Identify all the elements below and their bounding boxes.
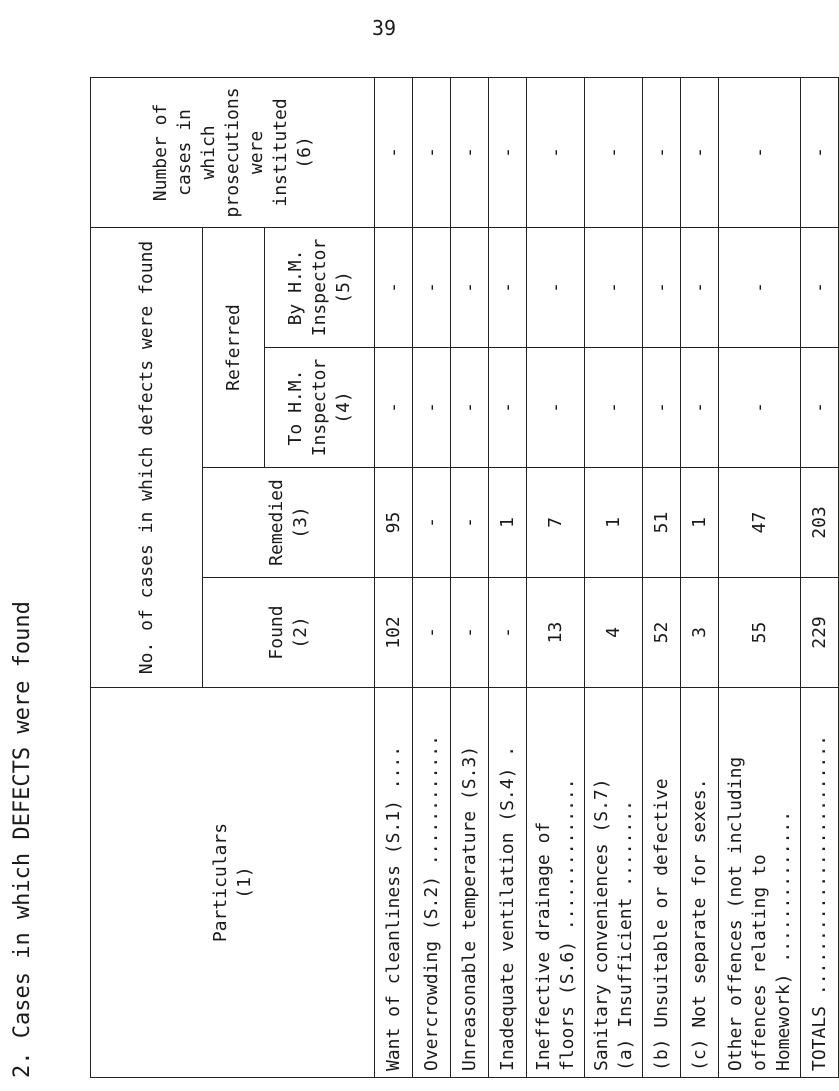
row-label: Unreasonable temperature (S.3) [451,688,489,1078]
row-label: (b) Unsuitable or defective [643,688,681,1078]
cell-prosecutions: - [451,77,489,227]
cell-by-inspector: - [375,227,413,347]
row-label: Inadequate ventilation (S.4) . [489,688,527,1078]
cell-to-inspector: - [801,348,839,468]
section-title: 2. Cases in which DEFECTS were found [10,601,35,1078]
cell-by-inspector: - [585,227,643,347]
cell-found: - [413,578,451,688]
header-referred: Referred [203,227,265,467]
cell-to-inspector: - [489,348,527,468]
cell-remedied: 47 [719,468,801,578]
cell-found: 3 [681,578,719,688]
table-row [643,77,681,1077]
cell-prosecutions: - [719,77,801,227]
row-label: Other offences (not including offences relating to Homework) .............. [719,688,801,1078]
cell-by-inspector: - [643,227,681,347]
header-prosecutions-num: (6) [293,136,315,169]
row-label: TOTALS ........................ [801,688,839,1078]
header-found-num: (2) [289,616,311,649]
cell-found: 52 [643,578,681,688]
cell-found: 102 [375,578,413,688]
table-row [719,77,801,1077]
cell-remedied: 1 [681,468,719,578]
table-row-totals [801,77,839,1077]
cell-by-inspector: - [681,227,719,347]
cell-to-inspector: - [527,348,585,468]
table-row [413,77,451,1077]
header-by-inspector-label: By H.M. Inspector [284,238,330,337]
cell-to-inspector: - [375,348,413,468]
cell-prosecutions: - [527,77,585,227]
cell-to-inspector: - [585,348,643,468]
header-found-label: Found [265,605,287,660]
header-prosecutions-label: Number of cases in which prosecutions were instituted [149,87,291,218]
cell-found: - [489,578,527,688]
cell-to-inspector: - [681,348,719,468]
header-found [203,578,375,688]
header-remedied [203,468,375,578]
header-remedied-label: Remedied [265,479,287,566]
header-to-inspector-label: To H.M. Inspector [284,358,330,457]
header-remedied-num: (3) [289,506,311,539]
cell-by-inspector: - [451,227,489,347]
cell-remedied: - [413,468,451,578]
cell-remedied: 51 [643,468,681,578]
cell-remedied: 1 [489,468,527,578]
cell-remedied: 7 [527,468,585,578]
cell-found: 229 [801,578,839,688]
header-particulars-num: (1) [233,866,255,899]
defects-table [90,77,839,1078]
cell-prosecutions: - [413,77,451,227]
row-label: (c) Not separate for sexes. [681,688,719,1078]
table-row [681,77,719,1077]
cell-found: 4 [585,578,643,688]
row-label: Sanitary conveniences (S.7) (a) Insufficient ........ [585,688,643,1078]
cell-by-inspector: - [413,227,451,347]
cell-prosecutions: - [643,77,681,227]
cell-prosecutions: - [801,77,839,227]
cell-prosecutions: - [585,77,643,227]
header-to-inspector-num: (4) [332,391,354,424]
cell-remedied: 203 [801,468,839,578]
header-defects-group: No. of cases in which defects were found [91,227,203,687]
cell-by-inspector: - [801,227,839,347]
header-by-inspector [265,227,375,347]
table-row [451,77,489,1077]
cell-remedied: - [451,468,489,578]
table-row [375,77,413,1077]
table-row [585,77,643,1077]
header-particulars-label: Particulars [209,822,231,943]
header-particulars [91,688,375,1078]
page-number: 39 [372,16,397,40]
cell-to-inspector: - [413,348,451,468]
cell-found: 13 [527,578,585,688]
cell-to-inspector: - [719,348,801,468]
cell-to-inspector: - [643,348,681,468]
cell-by-inspector: - [527,227,585,347]
row-label: Overcrowding (S.2) ............ [413,688,451,1078]
cell-found: - [451,578,489,688]
header-to-inspector [265,348,375,468]
cell-prosecutions: - [489,77,527,227]
table-row [527,77,585,1077]
cell-remedied: 1 [585,468,643,578]
cell-remedied: 95 [375,468,413,578]
header-prosecutions [91,77,375,227]
cell-prosecutions: - [375,77,413,227]
table-row [489,77,527,1077]
cell-by-inspector: - [719,227,801,347]
cell-to-inspector: - [451,348,489,468]
cell-by-inspector: - [489,227,527,347]
cell-found: 55 [719,578,801,688]
row-label: Ineffective drainage of floors (S.6) .............. [527,688,585,1078]
row-label: Want of cleanliness (S.1) .... [375,688,413,1078]
rotated-content [10,78,830,1078]
header-by-inspector-num: (5) [332,271,354,304]
cell-prosecutions: - [681,77,719,227]
